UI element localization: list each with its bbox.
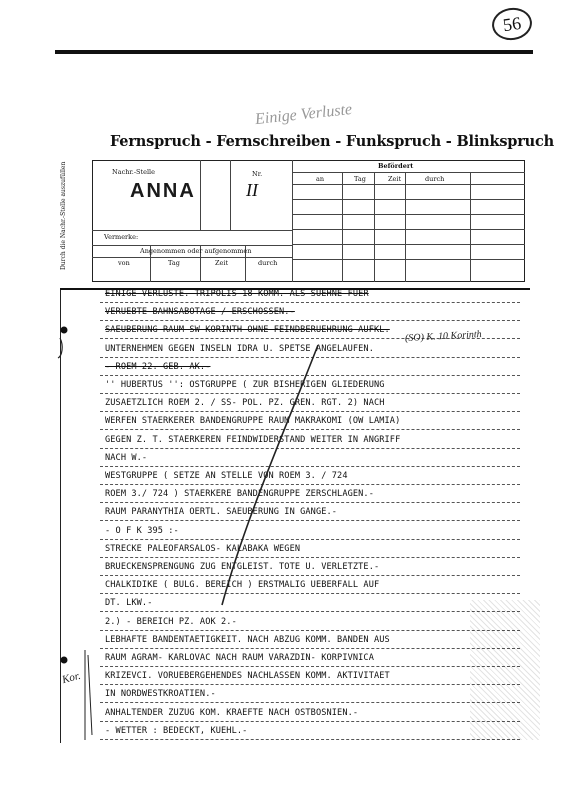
- message-line: EINIGE VERLUSTE. TRIPOLIS 18 KOMM. ALS SUEHNE FUER: [105, 289, 369, 299]
- form-title: Fernspruch - Fernschreiben - Funkspruch - Blinkspruch: [110, 133, 554, 150]
- message-line: LEBHAFTE BANDENTAETIGKEIT. NACH ABZUG KOMM. BANDEN AUS: [105, 634, 390, 645]
- nr-label: Nr.: [252, 170, 263, 178]
- page-number-stamp: 56: [490, 5, 534, 42]
- station-stamp: ANNA: [130, 180, 196, 202]
- message-line: RAUM AGRAM- KARLOVAC NACH RAUM VARAZDIN- KORPIVNICA: [105, 653, 374, 663]
- margin-annotation-right: (SO) K. 10 Korinth: [404, 329, 482, 344]
- befoerdert-label: Befördert: [378, 162, 414, 170]
- message-line: WERFEN STAERKERER BANDENGRUPPE RAUM MAKRAKOMI (OW LAMIA): [105, 416, 401, 427]
- message-number: II: [246, 180, 258, 200]
- message-line: '' HUBERTUS '': OSTGRUPPE ( ZUR BISHERIGEN GLIEDERUNG: [105, 380, 385, 390]
- col-tag-label: Tag: [168, 259, 180, 267]
- message-line: STRECKE PALEOFARSALOS- KALABAKA WEGEN: [105, 543, 301, 554]
- message-line: ANHALTENDER ZUZUG KOM. KRAEFTE NACH OSTBOSNIEN.-: [105, 707, 359, 718]
- angenommen-label: Angenommen oder aufgenommen: [140, 247, 252, 255]
- message-line: CHALKIDIKE ( BULG. BEREICH ) ERSTMALIG UEBERFALL AUF: [105, 580, 380, 591]
- col-an-label: an: [316, 175, 325, 183]
- col-von-label: von: [118, 259, 130, 267]
- col-durch-label-2: durch: [425, 175, 445, 183]
- message-line: - ROEM 22. GEB. AK.-: [105, 361, 211, 372]
- scan-noise: [470, 600, 540, 740]
- message-line: BRUECKENSPRENGUNG ZUG ENTGLEIST. TOTE U. VERLETZTE.-: [105, 562, 380, 572]
- col-durch-label: durch: [258, 259, 278, 267]
- vermerke-label: Vermerke:: [104, 233, 139, 241]
- col-tag-label-2: Tag: [354, 175, 366, 183]
- message-line: 2.) - BEREICH PZ. AOK 2.-: [105, 616, 237, 627]
- message-line: ZUSAETZLICH ROEM 2. / SS- POL. PZ. GREN. RGT. 2) NACH: [105, 398, 385, 409]
- message-line: SAEUBERUNG RAUM SW KORINTH OHNE FEINDBERUEHRUNG AUFKL.: [105, 325, 390, 336]
- message-line: - O F K 395 :-: [105, 525, 179, 536]
- message-line: DT. LKW.-: [105, 598, 153, 609]
- message-line: VERUEBTE BAHNSABOTAGE / ERSCHOSSEN.-: [105, 307, 295, 318]
- header-scrawl: Einige Verluste: [254, 100, 353, 129]
- col-zeit-label-2: Zeit: [388, 175, 402, 183]
- side-vertical-label: Durch die Nachr.-Stelle auszufüllen: [60, 161, 67, 270]
- message-line: GEGEN Z. T. STAERKEREN FEINDWIDERSTAND WEITER IN ANGRIFF: [105, 434, 401, 445]
- message-line: RAUM PARANYTHIA OERTL. SAEUBERUNG IN GANGE.-: [105, 507, 338, 518]
- nachr-stelle-label: Nachr.-Stelle: [112, 168, 155, 176]
- col-zeit-label: Zeit: [215, 259, 229, 267]
- message-line: KRIZEVCI. VORUEBERGEHENDES NACHLASSEN KOMM. AKTIVITAET: [105, 671, 390, 682]
- margin-annotation-left: Kor.: [60, 669, 82, 687]
- message-line: ROEM 3./ 724 ) STAERKERE BANDENGRUPPE ZERSCHLAGEN.-: [105, 489, 374, 500]
- message-line: IN NORDWESTKROATIEN.-: [105, 689, 216, 700]
- message-line: WESTGRUPPE ( SETZE AN STELLE VON ROEM 3. / 724: [105, 471, 348, 481]
- message-line: - WETTER : BEDECKT, KUEHL.-: [105, 725, 248, 736]
- message-line: UNTERNEHMEN GEGEN INSELN IDRA U. SPETSE ANGELAUFEN.: [105, 343, 374, 354]
- message-line: NACH W.-: [105, 452, 148, 463]
